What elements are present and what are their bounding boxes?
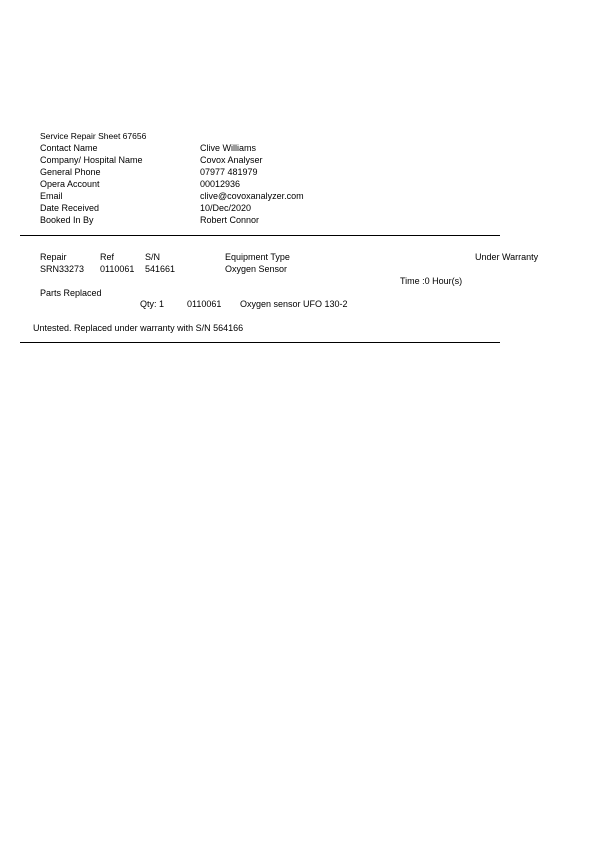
ref-value: 0110061 [100, 264, 135, 274]
parts-replaced-label: Parts Replaced [40, 288, 102, 298]
sn-value: 541661 [145, 264, 176, 274]
contact-name-label: Contact Name [40, 143, 98, 153]
booked-in-by-label: Booked In By [40, 215, 94, 225]
booked-in-by-value: Robert Connor [200, 215, 260, 225]
top-divider [20, 235, 500, 236]
opera-account-label: Opera Account [40, 179, 100, 189]
general-phone-label: General Phone [40, 167, 101, 177]
email-label: Email [40, 191, 63, 201]
time-value: Time :0 Hour(s) [400, 276, 463, 286]
sheet-title: Service Repair Sheet 67656 [40, 131, 147, 141]
date-received-label: Date Received [40, 203, 100, 213]
under-warranty-label: Under Warranty [475, 252, 539, 262]
company-label: Company/ Hospital Name [40, 155, 143, 165]
email-value: clive@covoxanalyzer.com [200, 191, 304, 201]
ref-header: Ref [100, 252, 115, 262]
bottom-divider [20, 342, 500, 343]
date-received-value: 10/Dec/2020 [200, 203, 252, 213]
equipment-type-value: Oxygen Sensor [225, 264, 288, 274]
repair-header: Repair [40, 252, 67, 262]
sn-header: S/N [145, 252, 161, 262]
repair-notes: Untested. Replaced under warranty with S/N 564166 [33, 323, 244, 333]
repair-number: SRN33273 [40, 264, 85, 274]
general-phone-value: 07977 481979 [200, 167, 258, 177]
contact-name-value: Clive Williams [200, 143, 256, 153]
equipment-type-header: Equipment Type [225, 252, 290, 262]
company-value: Covox Analyser [200, 155, 263, 165]
part-qty: Qty: 1 [140, 299, 165, 309]
part-code: 0110061 [187, 299, 222, 309]
part-description: Oxygen sensor UFO 130-2 [240, 299, 348, 309]
opera-account-value: 00012936 [200, 179, 241, 189]
